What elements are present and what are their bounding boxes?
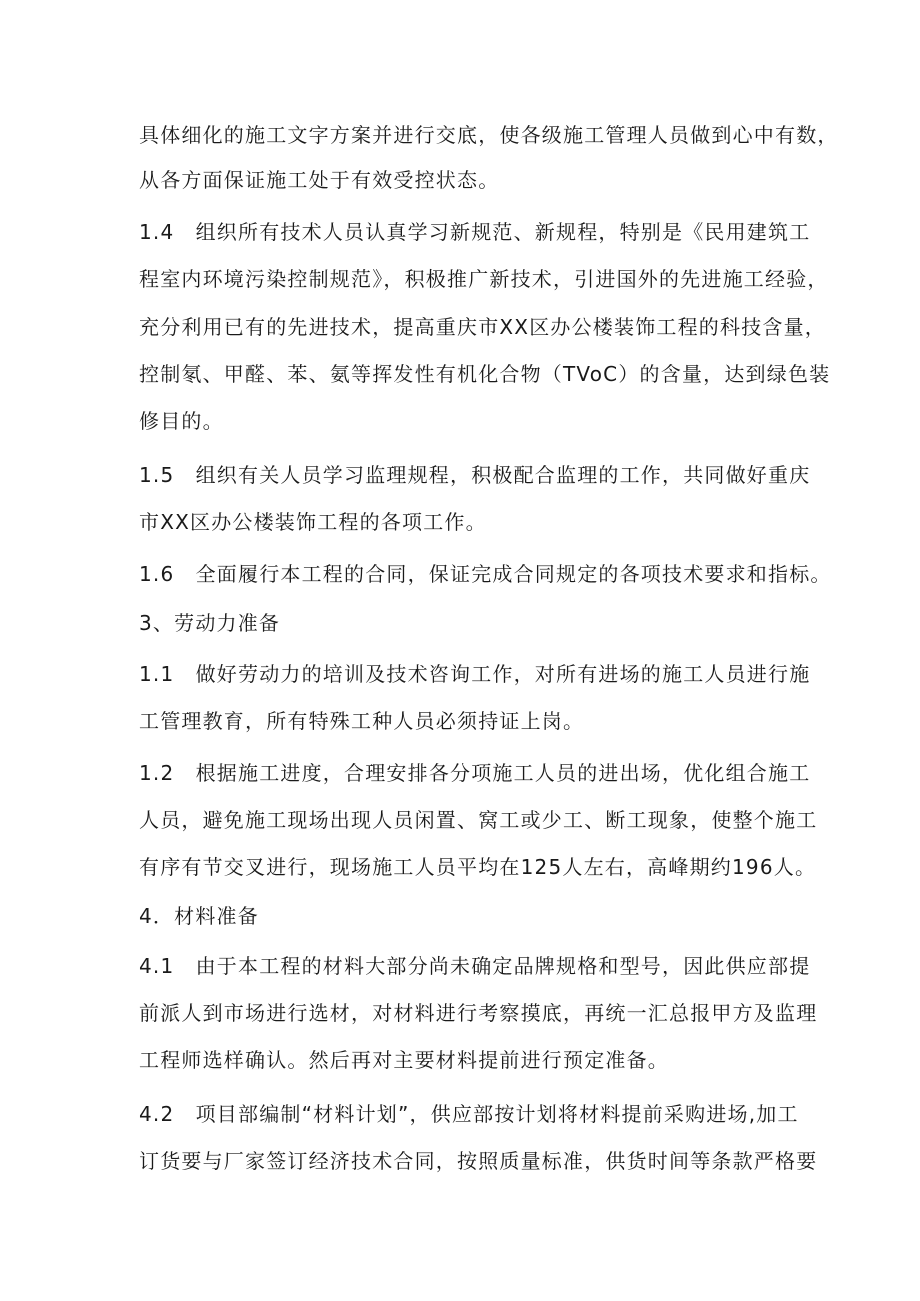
text-line: 订货要与厂家签订经济技术合同，按照质量标准，供货时间等条款严格要 <box>139 1149 818 1173</box>
text-line: 充分利用已有的先进技术，提高重庆市XX区办公楼装饰工程的科技含量， <box>139 315 827 339</box>
section-1-4-line: 1.4 组织所有技术人员认真学习新规范、新规程，特别是《民用建筑工 <box>139 220 811 244</box>
text-line: 工管理教育，所有特殊工种人员必须持证上岗。 <box>139 709 585 733</box>
text-line: 工程师选样确认。然后再对主要材料提前进行预定准备。 <box>139 1048 669 1072</box>
section-4-2-line: 4.2 项目部编制“材料计划”，供应部按计划将材料提前采购进场,加工 <box>139 1102 799 1126</box>
text-line: 具体细化的施工文字方案并进行交底，使各级施工管理人员做到心中有数， <box>139 123 839 147</box>
text-line: 有序有节交叉进行，现场施工人员平均在125人左右，高峰期约196人。 <box>139 855 817 879</box>
text-line: 程室内环境污染控制规范》，积极推广新技术，引进国外的先进施工经验， <box>139 267 829 291</box>
heading-material-preparation: 4．材料准备 <box>139 904 259 928</box>
text-line: 控制氡、甲醛、苯、氨等挥发性有机化合物（TVoC）的含量，达到绿色装 <box>139 362 831 386</box>
section-4-1-line: 4.1 由于本工程的材料大部分尚未确定品牌规格和型号，因此供应部提 <box>139 954 811 978</box>
text-line: 人员，避免施工现场出现人员闲置、窝工或少工、断工现象，使整个施工 <box>139 808 818 832</box>
text-line: 市XX区办公楼装饰工程的各项工作。 <box>139 510 487 534</box>
section-1-5-line: 1.5 组织有关人员学习监理规程，积极配合监理的工作，共同做好重庆 <box>139 463 811 487</box>
section-1-2-line: 1.2 根据施工进度，合理安排各分项施工人员的进出场，优化组合施工 <box>139 761 811 785</box>
text-line: 从各方面保证施工处于有效受控状态。 <box>139 168 500 192</box>
text-line: 修目的。 <box>139 409 224 433</box>
section-1-1-line: 1.1 做好劳动力的培训及技术咨询工作，对所有进场的施工人员进行施 <box>139 662 811 686</box>
heading-labor-preparation: 3、劳动力准备 <box>139 611 281 635</box>
section-1-6-line: 1.6 全面履行本工程的合同，保证完成合同规定的各项技术要求和指标。 <box>139 562 832 586</box>
text-line: 前派人到市场进行选材，对材料进行考察摸底，再统一汇总报甲方及监理 <box>139 1001 818 1025</box>
